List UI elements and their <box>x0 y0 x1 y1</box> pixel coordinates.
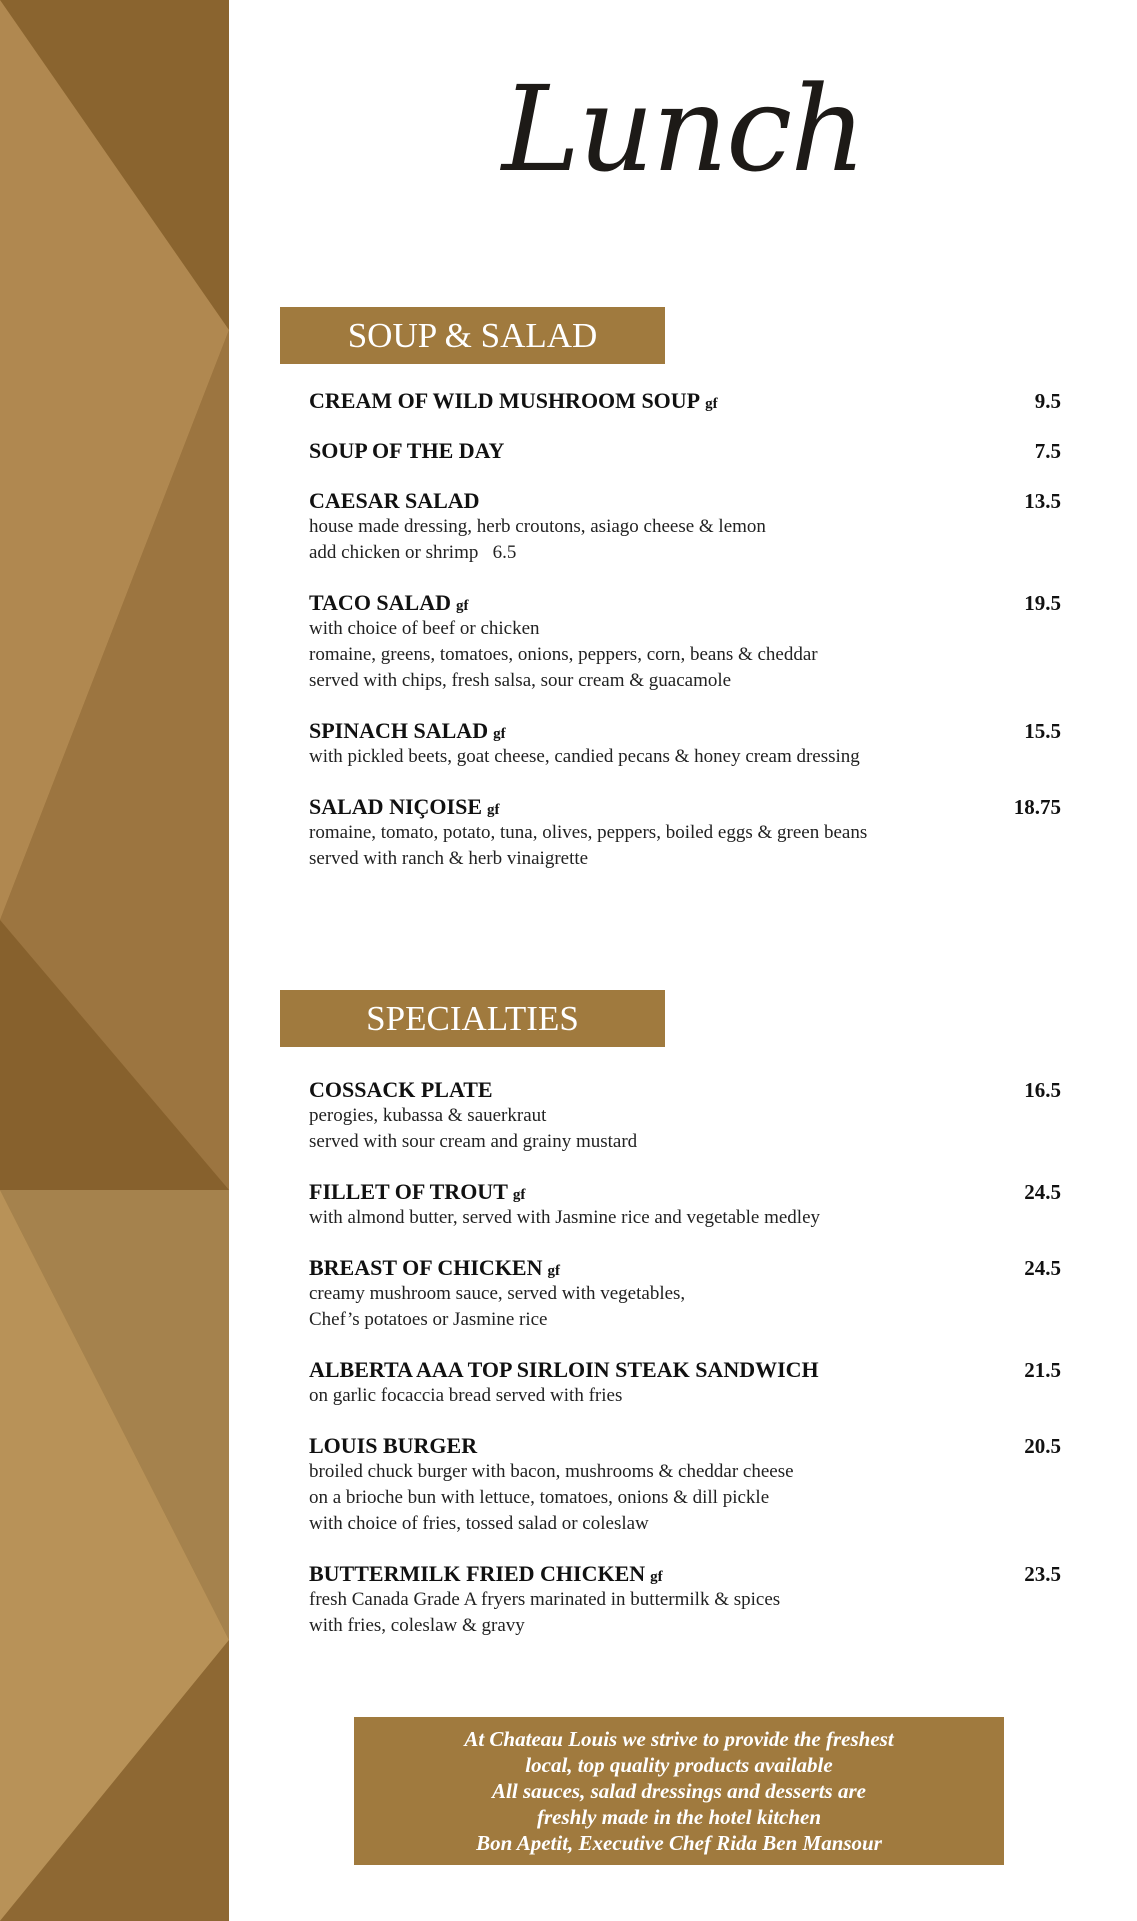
item-price: 23.5 <box>1024 1562 1061 1586</box>
menu-item <box>309 590 1061 694</box>
description-line: served with sour cream and grainy mustard <box>309 1131 638 1152</box>
description-line: creamy mushroom sauce, served with vegetables, <box>309 1283 686 1304</box>
item-name: CAESAR SALAD <box>309 488 480 513</box>
menu-item <box>309 388 1061 414</box>
item-price: 21.5 <box>1024 1358 1061 1382</box>
geometric-pattern <box>0 0 229 1921</box>
chef-note-line: All sauces, salad dressings and desserts are <box>492 1779 866 1803</box>
item-name: BUTTERMILK FRIED CHICKEN gf <box>309 1561 663 1586</box>
description-line: add chicken or shrimp 6.5 <box>309 542 517 563</box>
item-name: COSSACK PLATE <box>309 1077 493 1102</box>
chef-note-line: Bon Apetit, Executive Chef Rida Ben Mansour <box>476 1831 882 1855</box>
item-price: 20.5 <box>1024 1434 1061 1458</box>
item-price: 16.5 <box>1024 1078 1061 1102</box>
item-description <box>309 1205 1061 1231</box>
description-line: Chef’s potatoes or Jasmine rice <box>309 1309 548 1330</box>
item-name: LOUIS BURGER <box>309 1433 478 1458</box>
menu-item <box>309 1077 1061 1155</box>
description-line: with choice of beef or chicken <box>309 618 540 639</box>
description-line: house made dressing, herb croutons, asiago cheese & lemon <box>309 516 766 537</box>
menu-item <box>309 438 1061 464</box>
menu-item <box>309 1433 1061 1537</box>
item-name: SOUP OF THE DAY <box>309 438 505 463</box>
item-name: ALBERTA AAA TOP SIRLOIN STEAK SANDWICH <box>309 1357 819 1382</box>
decorative-sidebar <box>0 0 229 1921</box>
gluten-free-tag: gf <box>547 1263 560 1279</box>
gluten-free-tag: gf <box>705 396 718 412</box>
menu-item <box>309 1357 1061 1409</box>
gluten-free-tag: gf <box>456 598 469 614</box>
item-price: 15.5 <box>1024 719 1061 743</box>
item-name: TACO SALAD gf <box>309 590 469 615</box>
description-line: served with chips, fresh salsa, sour cream & guacamole <box>309 670 732 691</box>
item-description <box>309 820 1061 872</box>
section-specialties <box>309 1077 1061 1663</box>
description-line: with choice of fries, tossed salad or coleslaw <box>309 1513 649 1534</box>
menu-item <box>309 1561 1061 1639</box>
section-header-specialties: SPECIALTIES <box>280 990 665 1047</box>
menu-item <box>309 1179 1061 1231</box>
item-description <box>309 1281 1061 1333</box>
gluten-free-tag: gf <box>512 1187 526 1203</box>
description-line: with fries, coleslaw & gravy <box>309 1615 525 1636</box>
menu-item <box>309 794 1061 872</box>
item-price: 19.5 <box>1024 591 1061 615</box>
menu-item <box>309 1255 1061 1333</box>
description-line: fresh Canada Grade A fryers marinated in buttermilk & spices <box>309 1589 781 1610</box>
item-description <box>309 1459 1061 1537</box>
item-description <box>309 744 1061 770</box>
chef-note-line: freshly made in the hotel kitchen <box>536 1805 822 1829</box>
description-line: broiled chuck burger with bacon, mushrooms & cheddar cheese <box>309 1461 794 1482</box>
menu-item <box>309 718 1061 770</box>
description-line: on a brioche bun with lettuce, tomatoes, onions & dill pickle <box>309 1487 770 1508</box>
section-soup-salad <box>309 388 1061 896</box>
description-line: on garlic focaccia bread served with fries <box>309 1385 623 1406</box>
item-description <box>309 1103 1061 1155</box>
description-line: romaine, tomato, potato, tuna, olives, peppers, boiled eggs & green beans <box>309 822 868 843</box>
item-name: BREAST OF CHICKEN gf <box>309 1255 560 1280</box>
description-line: romaine, greens, tomatoes, onions, peppers, corn, beans & cheddar <box>309 644 818 665</box>
gluten-free-tag: gf <box>487 802 500 818</box>
item-price: 7.5 <box>1034 439 1061 463</box>
item-description <box>309 514 1061 566</box>
item-name: SALAD NIÇOISE gf <box>309 794 500 819</box>
description-line: perogies, kubassa & sauerkraut <box>309 1105 547 1126</box>
item-price: 18.75 <box>1013 795 1061 819</box>
description-line: with almond butter, served with Jasmine rice and vegetable medley <box>309 1207 821 1228</box>
description-line: served with ranch & herb vinaigrette <box>309 848 589 869</box>
menu-item <box>309 488 1061 566</box>
item-description <box>309 1383 1061 1409</box>
item-description <box>309 1587 1061 1639</box>
description-line: with pickled beets, goat cheese, candied pecans & honey cream dressing <box>309 746 860 767</box>
item-price: 24.5 <box>1024 1180 1061 1204</box>
chef-note-line: At Chateau Louis we strive to provide the freshest <box>464 1727 894 1751</box>
item-price: 9.5 <box>1034 389 1061 413</box>
item-description <box>309 616 1061 694</box>
section-header-soup-salad: SOUP & SALAD <box>280 307 665 364</box>
chef-note-line: local, top quality products available <box>525 1753 833 1777</box>
item-price: 13.5 <box>1024 489 1061 513</box>
gluten-free-tag: gf <box>650 1569 663 1585</box>
gluten-free-tag: gf <box>493 726 506 742</box>
chef-note <box>354 1717 1004 1865</box>
menu-page <box>229 0 1137 1921</box>
item-name: CREAM OF WILD MUSHROOM SOUP gf <box>309 388 718 413</box>
item-name: FILLET OF TROUT gf <box>309 1179 526 1204</box>
page-title: Lunch <box>501 60 865 198</box>
item-price: 24.5 <box>1024 1256 1061 1280</box>
item-name: SPINACH SALAD gf <box>309 718 506 743</box>
